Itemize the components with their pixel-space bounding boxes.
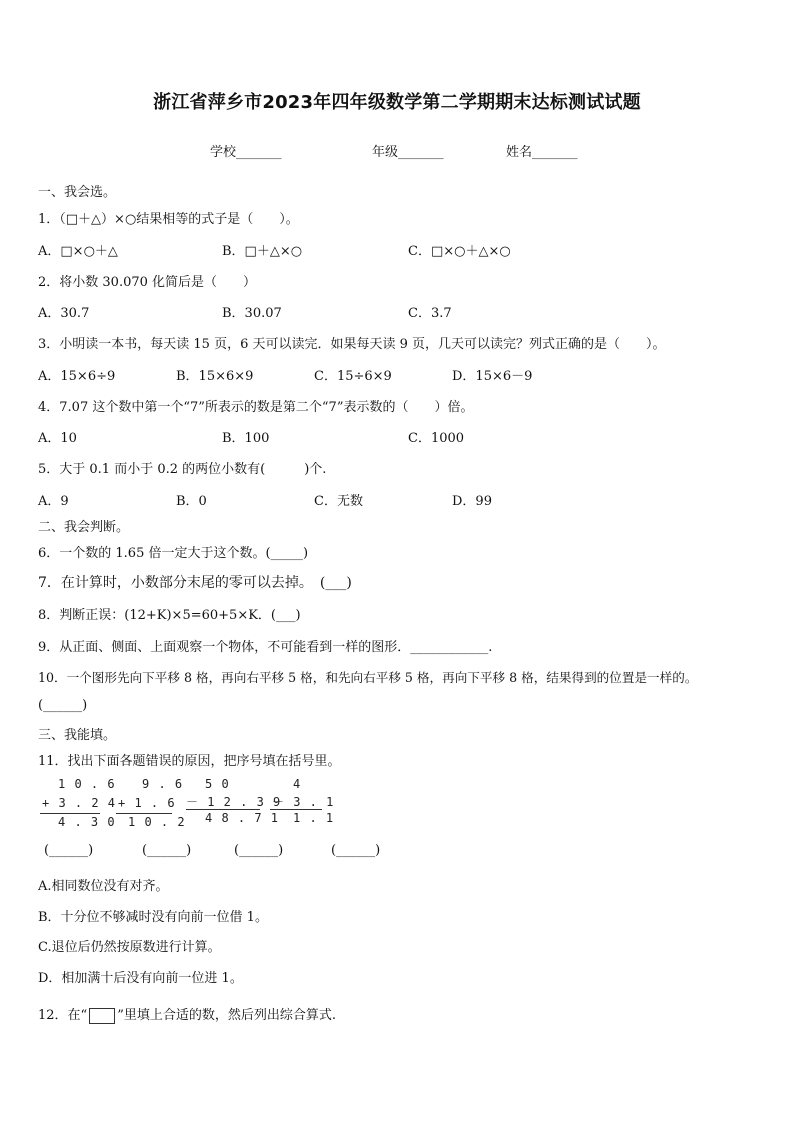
question-1: 1．（□＋△）×○结果相等的式子是（ ）。 bbox=[38, 212, 299, 227]
q5-option-b: B．0 bbox=[176, 494, 207, 509]
question-10: 10．一个图形先向下平移 8 格，再向右平移 5 格，和先向右平移 5 格，再向下平移 8 格，结果得到的位置是一样的。 bbox=[38, 670, 698, 685]
section-heading-2: 二、我会判断。 bbox=[38, 520, 130, 535]
section-heading-1: 一、我会选。 bbox=[38, 185, 117, 200]
grade-field: 年级_______ bbox=[372, 145, 444, 160]
q11-reason-d: D．相加满十后没有向前一位进 1。 bbox=[38, 971, 243, 986]
q11-blank-1: (______) bbox=[44, 843, 94, 858]
q1-option-c: C．□×○＋△×○ bbox=[408, 244, 511, 259]
q11-blank-4: (______) bbox=[331, 843, 381, 858]
q5-option-c: C．无数 bbox=[314, 494, 363, 509]
calc-4-rule bbox=[270, 809, 322, 810]
calc-4-top: 4 bbox=[293, 777, 302, 791]
calc-3-mid: － 1 2 . 3 9 bbox=[186, 795, 282, 809]
q3-option-a: A．15×6÷9 bbox=[38, 369, 116, 384]
page-title: 浙江省萍乡市2023年四年级数学第二学期期末达标测试试题 bbox=[153, 92, 641, 113]
q11-blank-3: (______) bbox=[234, 843, 284, 858]
q4-option-b: B．100 bbox=[222, 431, 270, 446]
q11-reason-c: C.退位后仍然按原数进行计算。 bbox=[38, 940, 221, 955]
q3-option-d: D．15×6－9 bbox=[452, 369, 533, 384]
question-2: 2．将小数 30.070 化简后是（ ） bbox=[38, 275, 257, 290]
question-11: 11．找出下面各题错误的原因，把序号填在括号里。 bbox=[38, 754, 341, 769]
question-12 bbox=[38, 1004, 336, 1024]
q3-option-b: B．15×6×9 bbox=[176, 369, 254, 384]
q11-blank-2: (______) bbox=[142, 843, 192, 858]
calc-2-rule bbox=[116, 813, 172, 814]
calc-1-mid: + 3 . 2 4 bbox=[42, 796, 117, 810]
question-5: 5．大于 0.1 而小于 0.2 的两位小数有( )个. bbox=[38, 462, 327, 477]
q5-option-a: A．9 bbox=[38, 494, 69, 509]
calc-1-rule bbox=[40, 813, 100, 814]
q4-option-a: A．10 bbox=[38, 431, 77, 446]
question-6: 6．一个数的 1.65 倍一定大于这个数。(_____) bbox=[38, 546, 309, 561]
school-field: 学校_______ bbox=[210, 145, 282, 160]
calc-2-result: 1 0 . 2 bbox=[128, 815, 186, 829]
question-12-pre: 12．在“ bbox=[38, 1008, 88, 1023]
q1-option-b: B．□＋△×○ bbox=[222, 244, 303, 259]
calc-1-result: 4 . 3 0 bbox=[58, 815, 116, 829]
calc-2-top: 9 . 6 bbox=[142, 777, 184, 791]
calc-3-top: 5 0 bbox=[205, 777, 230, 791]
q1-option-a: A．□×○＋△ bbox=[38, 244, 118, 259]
q5-option-d: D．99 bbox=[452, 494, 492, 509]
q11-reason-b: B．十分位不够减时没有向前一位借 1。 bbox=[38, 910, 268, 925]
calc-4-result: 1 . 1 bbox=[293, 811, 335, 825]
section-heading-3: 三、我能填。 bbox=[38, 728, 117, 743]
question-12-post: ”里填上合适的数，然后列出综合算式. bbox=[117, 1008, 336, 1023]
question-8: 8．判断正误：(12+K)×5=60+5×K．(___) bbox=[38, 608, 301, 623]
calc-1-top: 1 0 . 6 bbox=[58, 777, 116, 791]
question-10-blank: (______) bbox=[38, 698, 88, 713]
q11-reason-a: A.相同数位没有对齐。 bbox=[38, 879, 169, 894]
question-7: 7．在计算时，小数部分末尾的零可以去掉。 (___) bbox=[38, 575, 352, 591]
question-4: 4．7.07 这个数中第一个“7”所表示的数是第二个“7”表示数的（ ）倍。 bbox=[38, 400, 474, 415]
q3-option-c: C．15÷6×9 bbox=[314, 369, 392, 384]
calc-3-rule bbox=[186, 809, 260, 810]
question-3: 3．小明读一本书，每天读 15 页，6 天可以读完．如果每天读 9 页，几天可以读完？列式正确的是（ ）。 bbox=[38, 337, 666, 352]
question-9: 9．从正面、侧面、上面观察一个物体，不可能看到一样的图形．____________. bbox=[38, 640, 493, 655]
q4-option-c: C．1000 bbox=[408, 431, 465, 446]
q2-option-a: A．30.7 bbox=[38, 306, 90, 321]
name-field: 姓名_______ bbox=[506, 145, 578, 160]
q2-option-b: B．30.07 bbox=[222, 306, 282, 321]
calc-4-mid: － 3 . 1 bbox=[272, 795, 335, 809]
calc-3-result: 4 8 . 7 1 bbox=[205, 811, 280, 825]
answer-box bbox=[89, 1008, 115, 1024]
q2-option-c: C．3.7 bbox=[408, 306, 452, 321]
calc-2-mid: + 1 . 6 bbox=[118, 796, 176, 810]
